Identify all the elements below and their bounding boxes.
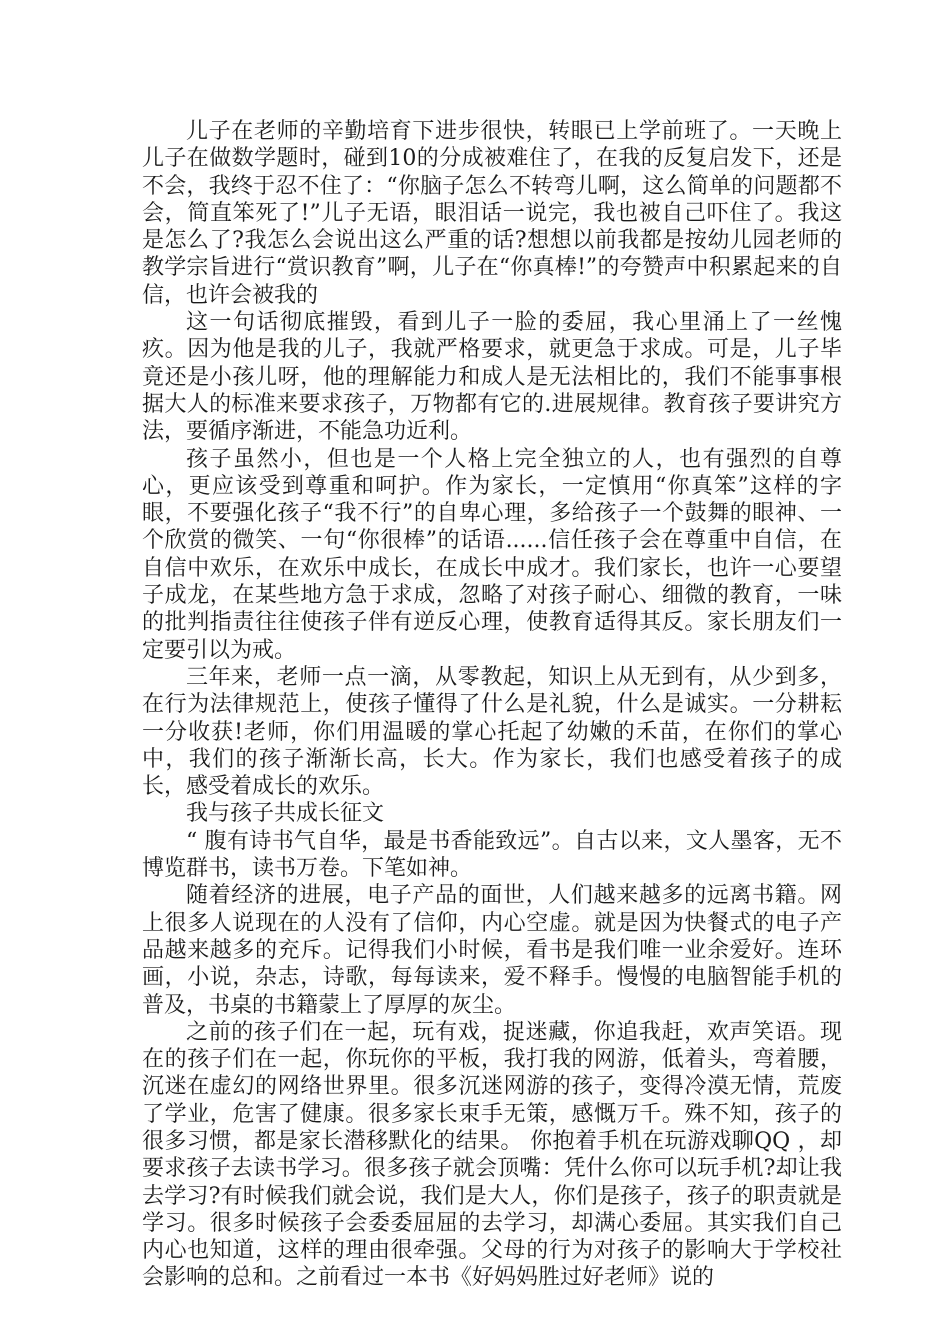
paragraph: “ 腹有诗书气自华，最是书香能致远”。自古以来，文人墨客，无不博览群书，读书万卷。下笔如神。: [142, 828, 842, 882]
paragraph: 儿子在老师的辛勤培育下进步很快，转眼已上学前班了。一天晚上儿子在做数学题时，碰到10的分成被难住了，在我的反复启发下，还是不会，我终于忍不住了：“你脑子怎么不转弯儿啊，这么简单的问题都不会，简直笨死了!”儿子无语，眼泪话一说完，我也被自己吓住了。我这是怎么了?我怎么会说出这么严重的话?想想以前我都是按幼儿园老师的教学宗旨进行“赏识教育”啊，儿子在“你真棒!”的夸赞声中积累起来的自信，也许会被我的: [142, 119, 842, 308]
article-body: [142, 118, 842, 1292]
paragraph: 这一句话彻底摧毁，看到儿子一脸的委屈，我心里涌上了一丝愧疚。因为他是我的儿子，我就严格要求，就更急于求成。可是，儿子毕竟还是小孩儿呀，他的理解能力和成人是无法相比的，我们不能事事根据大人的标准来要求孩子，万物都有它的.进展规律。教育孩子要讲究方法，要循序渐进，不能急功近利。: [142, 310, 842, 445]
paragraph: 随着经济的进展，电子产品的面世，人们越来越多的远离书籍。网上很多人说现在的人没有了信仰，内心空虚。就是因为快餐式的电子产品越来越多的充斥。记得我们小时候，看书是我们唯一业余爱好。连环画，小说，杂志，诗歌，每每读来，爱不释手。慢慢的电脑智能手机的普及，书桌的书籍蒙上了厚厚的灰尘。: [142, 883, 842, 1018]
section-title: 我与孩子共成长征文: [186, 801, 385, 827]
paragraph: 三年来，老师一点一滴，从零教起，知识上从无到有，从少到多，在行为法律规范上，使孩子懂得了什么是礼貌，什么是诚实。一分耕耘一分收获!老师，你们用温暖的掌心托起了幼嫩的禾苗，在你们的掌心中，我们的孩子渐渐长高，长大。作为家长，我们也感受着孩子的成长，感受着成长的欢乐。: [142, 664, 842, 800]
paragraph: 孩子虽然小，但也是一个人格上完全独立的人，也有强烈的自尊心，更应该受到尊重和呵护。作为家长，一定慎用“你真笨”这样的字眼，不要强化孩子“我不行”的自卑心理，多给孩子一个鼓舞的眼神、一个欣赏的微笑、一句“你很棒”的话语......信任孩子会在尊重中自信，在自信中欢乐，在欢乐中成长，在成长中成才。我们家长，也许一心要望子成龙，在某些地方急于求成，忽略了对孩子耐心、细微的教育，一味的批判指责往往使孩子伴有逆反心理，使教育适得其反。家长朋友们一定要引以为戒。: [142, 446, 842, 663]
paragraph: 之前的孩子们在一起，玩有戏，捉迷藏，你追我赶，欢声笑语。现在的孩子们在一起，你玩你的平板，我打我的网游，低着头，弯着腰，沉迷在虚幻的网络世界里。很多沉迷网游的孩子，变得冷漠无情，荒废了学业，危害了健康。很多家长束手无策，感慨万千。殊不知，孩子的很多习惯，都是家长潜移默化的结果。 你抱着手机在玩游戏聊QQ ，却要求孩子去读书学习。很多孩子就会顶嘴：凭什么你可以玩手机?却让我去学习?有时候我们就会说，我们是大人，你们是孩子，孩子的职责就是学习。很多时候孩子会委委屈屈的去学习，却满心委屈。其实我们自己内心也知道，这样的理由很牵强。父母的行为对孩子的影响大于学校社会影响的总和。之前看过一本书《好妈妈胜过好老师》说的: [142, 1019, 842, 1291]
